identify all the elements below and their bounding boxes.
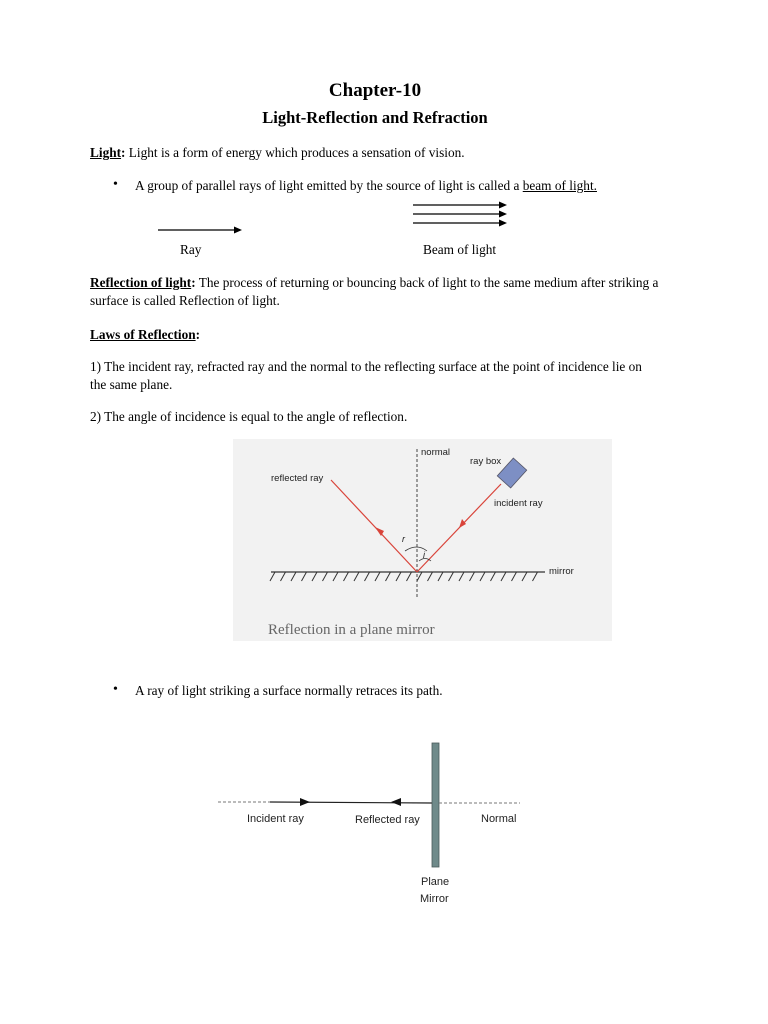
- light-term: Light: [90, 145, 122, 160]
- light-def-text: Light is a form of energy which produces a sensation of vision.: [125, 145, 465, 160]
- bullet-item-1: [135, 178, 597, 194]
- bullet-item-2: A ray of light striking a surface normally retraces its path.: [135, 683, 443, 698]
- beam-arrows: [413, 202, 507, 227]
- chapter-title: Light-Reflection and Refraction: [262, 108, 488, 127]
- diagram-caption: Reflection in a plane mirror: [268, 622, 435, 638]
- normal-label: normal: [421, 447, 451, 458]
- reflected-arrowhead: [391, 798, 401, 806]
- angle-i-label: i: [423, 550, 425, 560]
- ray-label: Ray: [180, 242, 202, 257]
- light-sep: :: [121, 145, 126, 160]
- normal-incidence-diagram: [210, 735, 530, 910]
- beam-label: Beam of light: [423, 242, 497, 257]
- beam-of-light-link: beam of light.: [522, 178, 597, 193]
- laws-heading: Laws of Reflection: [90, 327, 196, 342]
- reflection-sep: :: [191, 275, 196, 290]
- laws-sep: :: [195, 327, 201, 342]
- ray-box-label: ray box: [470, 456, 502, 467]
- fig2-normal-label: Normal: [481, 813, 517, 825]
- reflected-ray-label: reflected ray: [271, 473, 324, 484]
- ray-beam-figure: [150, 200, 530, 240]
- chapter-heading: Chapter-10: [328, 80, 422, 101]
- mirror-label: mirror: [549, 566, 574, 577]
- incident-ray-label: incident ray: [494, 498, 543, 509]
- single-ray-arrow: [158, 227, 242, 234]
- angle-r-label: r: [402, 534, 405, 544]
- law-2: 2) The angle of incidence is equal to the angle of reflection.: [90, 409, 408, 424]
- light-definition: [90, 144, 660, 162]
- diagram-background: [233, 439, 612, 641]
- law-1: 1) The incident ray, refracted ray and the normal to the reflecting surface at the point of incidence lie on the same plane.: [90, 359, 642, 392]
- bullet-1-text: A group of parallel rays of light emitted by the source of light is called a: [135, 178, 523, 193]
- fig2-incident-ray-label: Incident ray: [247, 813, 304, 825]
- reflection-diagram: [233, 439, 612, 641]
- incident-arrowhead: [300, 798, 310, 806]
- bullet-dot-1: •: [113, 177, 118, 192]
- laws-heading-line: [90, 326, 660, 344]
- bullet-dot-2: •: [113, 682, 118, 697]
- reflection-term: Reflection of light: [90, 275, 192, 290]
- ray-line: [270, 802, 432, 803]
- plane-mirror-bar: [432, 743, 439, 867]
- reflection-definition: [90, 274, 660, 310]
- reflection-def-text: The process of returning or bouncing back of light to the same medium after striking a surface is called Reflection of light.: [90, 275, 659, 308]
- fig2-plane-label: Plane: [421, 876, 450, 888]
- fig2-mirror-label: Mirror: [420, 893, 449, 905]
- fig2-reflected-ray-label: Reflected ray: [355, 814, 420, 826]
